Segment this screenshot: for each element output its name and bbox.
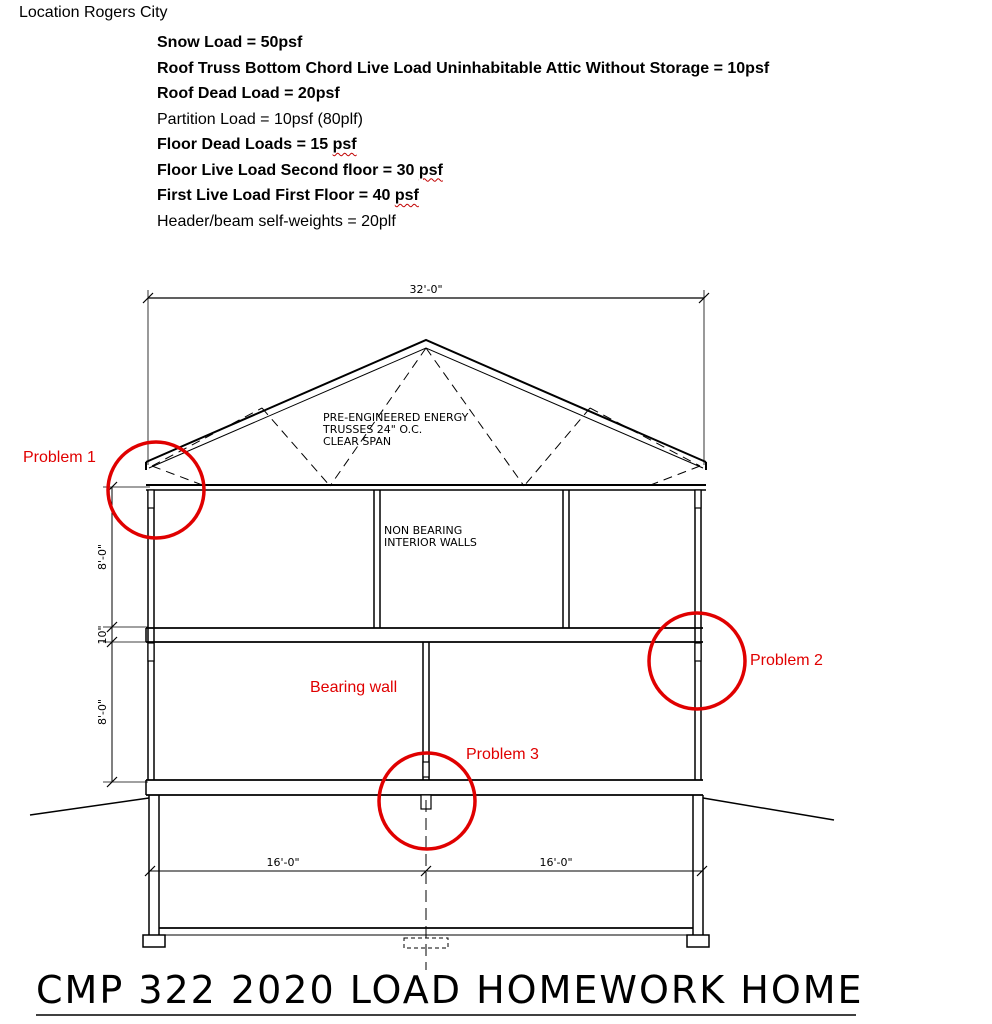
wall-note-line: NON BEARING bbox=[384, 524, 463, 537]
problem-3-label: Problem 3 bbox=[466, 746, 539, 763]
load-item-truss-bottom-chord: Roof Truss Bottom Chord Live Load Uninhabitable Attic Without Storage = 10psf bbox=[157, 59, 770, 77]
grade-line-right bbox=[703, 798, 834, 820]
lower-wall-height-label: 8'-0" bbox=[96, 698, 109, 726]
exterior-wall-left bbox=[148, 490, 154, 780]
problem-1-label: Problem 1 bbox=[23, 449, 96, 466]
load-item-second-floor-live: Floor Live Load Second floor = 30 psf bbox=[157, 161, 443, 179]
overall-width-label: 32'-0" bbox=[409, 283, 443, 296]
location-label: Location Rogers City bbox=[19, 4, 168, 21]
drawing-title: CMP 322 2020 LOAD HOMEWORK HOME bbox=[36, 968, 864, 1012]
first-floor-system bbox=[146, 780, 703, 809]
spellcheck-mark: psf bbox=[332, 136, 357, 153]
floor-depth-label: 10" bbox=[96, 625, 109, 645]
load-item-roof-dead: Roof Dead Load = 20psf bbox=[157, 85, 340, 102]
non-bearing-interior-walls bbox=[374, 490, 569, 628]
exterior-wall-right bbox=[695, 490, 701, 780]
load-item-first-floor-live: First Live Load First Floor = 40 psf bbox=[157, 187, 419, 204]
load-item-header-beam: Header/beam self-weights = 20plf bbox=[157, 212, 396, 230]
problem-2-label: Problem 2 bbox=[750, 652, 823, 669]
truss-note-line: PRE-ENGINEERED ENERGY bbox=[323, 411, 469, 424]
load-item-floor-dead: Floor Dead Loads = 15 psf bbox=[157, 136, 357, 153]
second-floor-system bbox=[146, 628, 703, 642]
wall-note-line: INTERIOR WALLS bbox=[384, 536, 477, 549]
spellcheck-mark: psf bbox=[394, 187, 419, 204]
truss-note-line: CLEAR SPAN bbox=[323, 435, 392, 448]
load-item-snow: Snow Load = 50psf bbox=[157, 34, 303, 51]
right-span-label: 16'-0" bbox=[539, 856, 573, 869]
left-span-label: 16'-0" bbox=[266, 856, 300, 869]
load-item-partition: Partition Load = 10psf (80plf) bbox=[157, 110, 363, 128]
grade-line-left bbox=[30, 798, 149, 815]
bearing-wall-label: Bearing wall bbox=[310, 679, 398, 696]
upper-wall-height-label: 8'-0" bbox=[96, 543, 109, 571]
spellcheck-mark: psf bbox=[418, 161, 443, 179]
bearing-wall bbox=[423, 642, 429, 780]
truss-note-line: TRUSSES 24" O.C. bbox=[323, 423, 423, 436]
